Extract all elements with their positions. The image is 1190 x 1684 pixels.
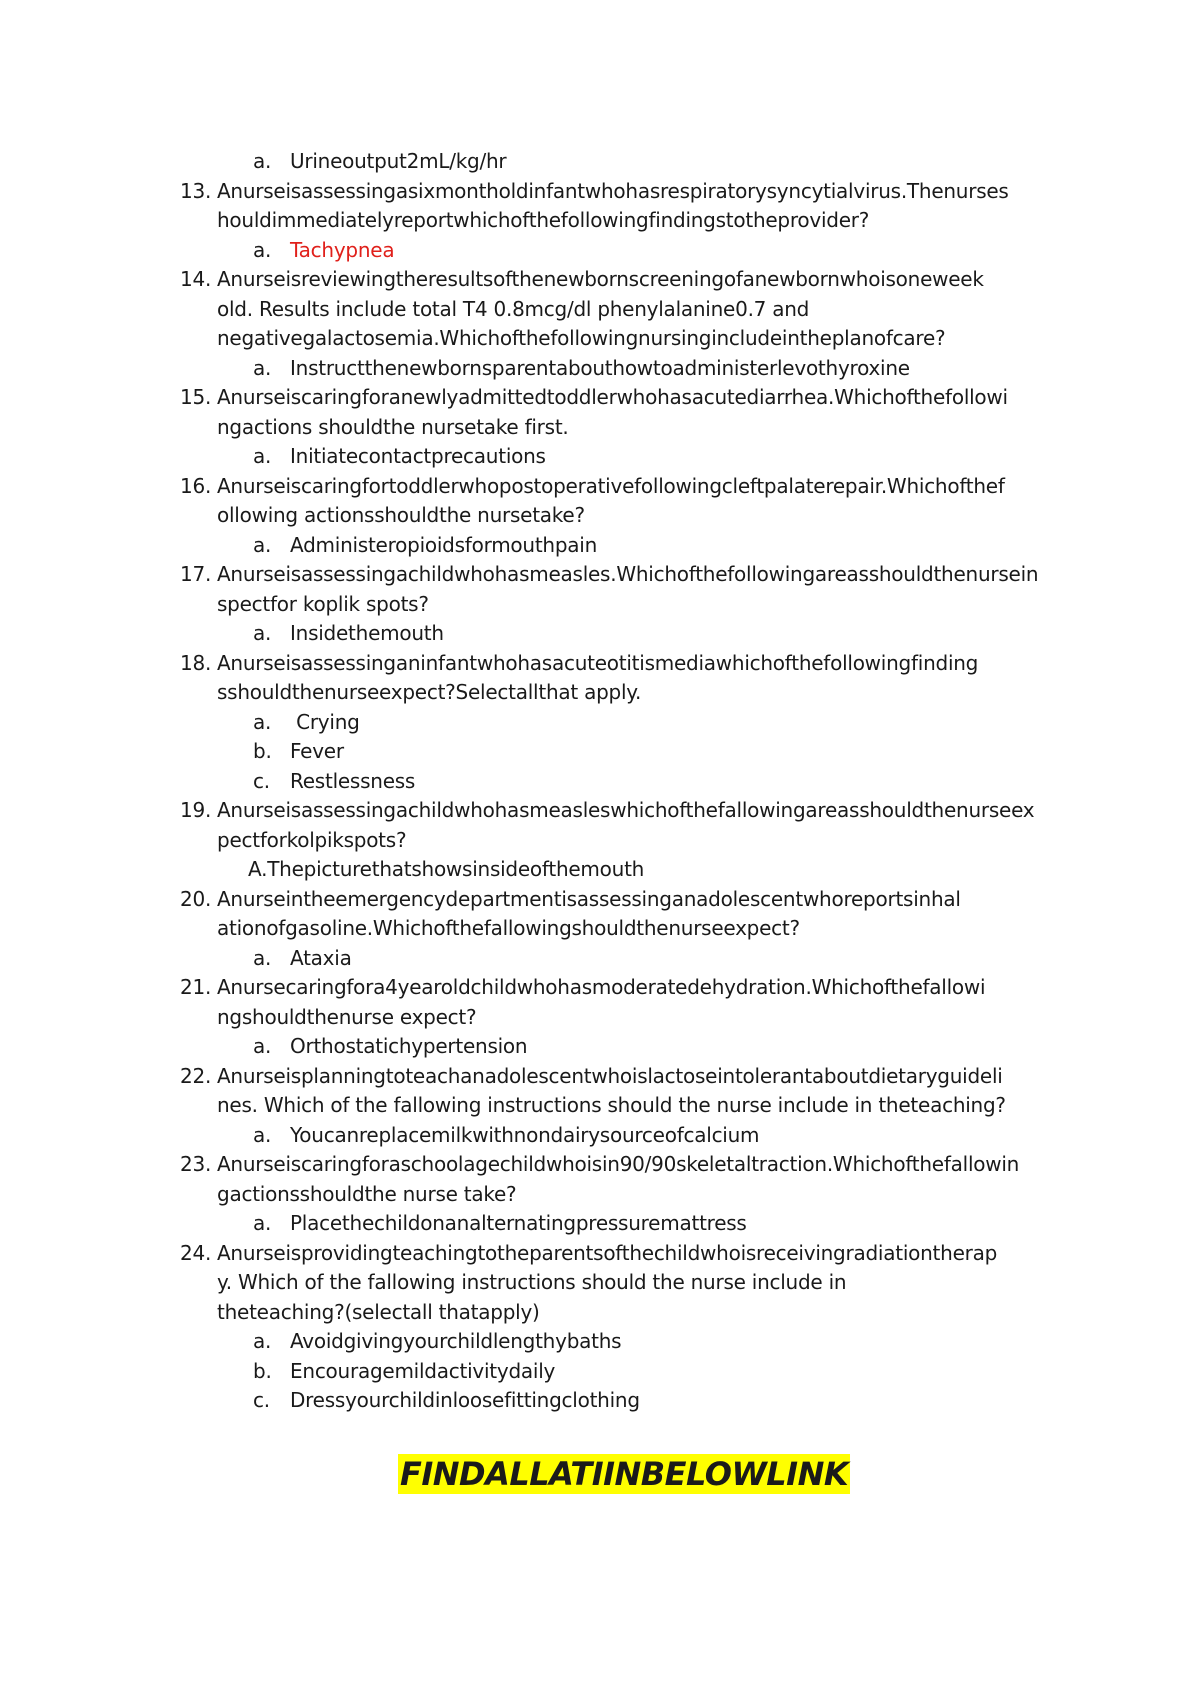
question-number: 24. <box>180 1240 212 1265</box>
answer-text: Ataxia <box>290 945 352 970</box>
question-text-cont: gactionsshouldthe nurse take? <box>217 1181 517 1206</box>
question-text: Anurseisassessingachildwhohasmeasles.Whichofthefollowingareasshouldthenursein <box>217 562 1039 586</box>
answer-option <box>180 531 1060 561</box>
question-list <box>180 147 1060 1416</box>
question-text: Anurseiscaringforaschoolagechildwhoisin90/90skeletaltraction.Whichofthefallowin <box>217 1152 1020 1176</box>
question-15 <box>180 383 1060 413</box>
answer-option <box>180 1327 1060 1357</box>
question-19 <box>180 796 1060 826</box>
answer-letter: a. <box>253 237 272 262</box>
answer-plain: A.Thepicturethatshowsinsideofthemouth <box>248 857 645 881</box>
answer-text: Insidethemouth <box>290 621 444 645</box>
answer-text: Restlessness <box>290 768 416 793</box>
question-number: 13. <box>180 178 212 203</box>
question-20 <box>180 885 1060 915</box>
answer-letter: a. <box>253 355 272 380</box>
answer-option <box>180 1357 1060 1387</box>
question-number: 14. <box>180 267 212 291</box>
answer-letter: a. <box>253 1122 272 1147</box>
answer-option <box>180 442 1060 472</box>
answer-text: Youcanreplacemilkwithnondairysourceofcalcium <box>290 1122 760 1147</box>
question-number: 17. <box>180 562 212 586</box>
question-text-cont: old. Results include total T4 0.8mcg/dl phenylalanine0.7 and <box>217 296 810 321</box>
question-text-cont: ationofgasoline.Whichofthefallowingshouldthenurseexpect? <box>217 916 800 940</box>
question-text-cont: spectfor koplik spots? <box>217 591 429 616</box>
question-text-cont: y. Which of the fallowing instructions should the nurse include in <box>217 1270 847 1294</box>
question-text-cont: ngshouldthenurse expect? <box>217 1004 477 1029</box>
question-text: Anurseisprovidingteachingtotheparentsofthechildwhoisreceivingradiationtherap <box>217 1240 998 1265</box>
answer-option <box>180 944 1060 974</box>
answer-text: Encouragemildactivitydaily <box>290 1358 556 1383</box>
question-text: Anurseiscaringforanewlyadmittedtoddlerwhohasacutediarrhea.Whichofthefollowi <box>217 385 1008 409</box>
question-text-cont: ngactions shouldthe nursetake first. <box>217 414 569 439</box>
question-18 <box>180 649 1060 679</box>
question-text: Anurseisplanningtoteachanadolescentwhoislactoseintolerantaboutdietaryguideli <box>217 1063 1003 1088</box>
question-number: 15. <box>180 385 212 409</box>
answer-option <box>180 1121 1060 1151</box>
question-16 <box>180 472 1060 502</box>
question-text-cont: nes. Which of the fallowing instructions should the nurse include in theteaching? <box>217 1093 1006 1117</box>
question-23 <box>180 1150 1060 1180</box>
answer-text: Administeropioidsformouthpain <box>290 532 598 557</box>
answer-letter: a. <box>253 621 272 645</box>
question-text-cont: sshouldthenurseexpect?Selectallthat apply. <box>217 680 642 704</box>
answer-option <box>180 354 1060 384</box>
find-all-link-banner[interactable]: FINDALLATIINBELOWLINK <box>400 1455 849 1493</box>
answer-option <box>180 708 1060 738</box>
question-text-cont: negativegalactosemia.Whichofthefollowingnursingincludeintheplanofcare? <box>217 326 946 350</box>
question-14 <box>180 265 1060 295</box>
question-text: Anurseisassessingasixmontholdinfantwhohasrespiratorysyncytialvirus.Thenurses <box>217 178 1009 203</box>
answer-letter: a. <box>253 444 272 468</box>
answer-text: Urineoutput2mL/kg/hr <box>290 149 507 173</box>
answer-letter: a. <box>253 149 272 173</box>
answer-text: Fever <box>290 739 344 763</box>
answer-option <box>180 767 1060 797</box>
answer-letter: a. <box>253 1034 272 1058</box>
answer-letter: c. <box>253 768 270 793</box>
question-number: 18. <box>180 650 212 675</box>
question-number: 21. <box>180 975 212 999</box>
answer-text: Placethechildonanalternatingpressuremattress <box>290 1211 747 1235</box>
answer-option <box>180 619 1060 649</box>
question-21 <box>180 973 1060 1003</box>
answer-option <box>180 1209 1060 1239</box>
answer-letter: a. <box>253 1211 272 1235</box>
answer-option <box>180 1386 1060 1416</box>
answer-letter: a. <box>253 1329 272 1353</box>
question-text-cont: theteaching?(selectall thatapply) <box>217 1299 540 1324</box>
answer-text: Crying <box>290 709 360 734</box>
question-number: 16. <box>180 473 212 498</box>
question-text-cont: ollowing actionsshouldthe nursetake? <box>217 503 585 527</box>
question-text: Anursecaringfora4yearoldchildwhohasmoderatedehydration.Whichofthefallowi <box>217 975 986 999</box>
answer-letter: a. <box>253 532 272 557</box>
answer-letter: a. <box>253 709 272 734</box>
question-text: Anurseisassessinganinfantwhohasacuteotitismediawhichofthefollowingfinding <box>217 650 979 675</box>
question-text-cont: houldimmediatelyreportwhichofthefollowingfindingstotheprovider? <box>217 208 870 232</box>
question-text: Anurseintheemergencydepartmentisassessinganadolescentwhoreportsinhal <box>217 886 961 911</box>
question-number: 19. <box>180 798 212 822</box>
answer-text: Dressyourchildinloosefittingclothing <box>290 1388 640 1412</box>
answer-text: Avoidgivingyourchildlengthybaths <box>290 1329 622 1353</box>
question-number: 23. <box>180 1152 212 1176</box>
question-22 <box>180 1062 1060 1092</box>
answer-letter: c. <box>253 1388 270 1412</box>
answer-option <box>180 147 1060 177</box>
answer-option <box>180 236 1060 266</box>
answer-text: Orthostatichypertension <box>290 1034 528 1058</box>
answer-option <box>180 1032 1060 1062</box>
question-text: Anurseiscaringfortoddlerwhopostoperativefollowingcleftpalaterepair.Whichofthef <box>217 473 1005 498</box>
answer-text-highlighted: Tachypnea <box>290 237 395 262</box>
question-number: 22. <box>180 1063 212 1088</box>
answer-letter: b. <box>253 1358 272 1383</box>
question-24 <box>180 1239 1060 1269</box>
answer-text: Instructthenewbornsparentabouthowtoadministerlevothyroxine <box>290 355 910 380</box>
answer-letter: b. <box>253 739 272 763</box>
answer-text: Initiatecontactprecautions <box>290 444 546 468</box>
question-text-cont: pectforkolpikspots? <box>217 827 407 852</box>
answer-letter: a. <box>253 945 272 970</box>
question-text: Anurseisassessingachildwhohasmeasleswhichofthefallowingareasshouldthenurseex <box>217 798 1035 822</box>
question-17 <box>180 560 1060 590</box>
question-13 <box>180 177 1060 207</box>
question-text: Anurseisreviewingtheresultsofthenewbornscreeningofanewbornwhoisoneweek <box>217 267 984 291</box>
question-number: 20. <box>180 886 212 911</box>
answer-option <box>180 737 1060 767</box>
